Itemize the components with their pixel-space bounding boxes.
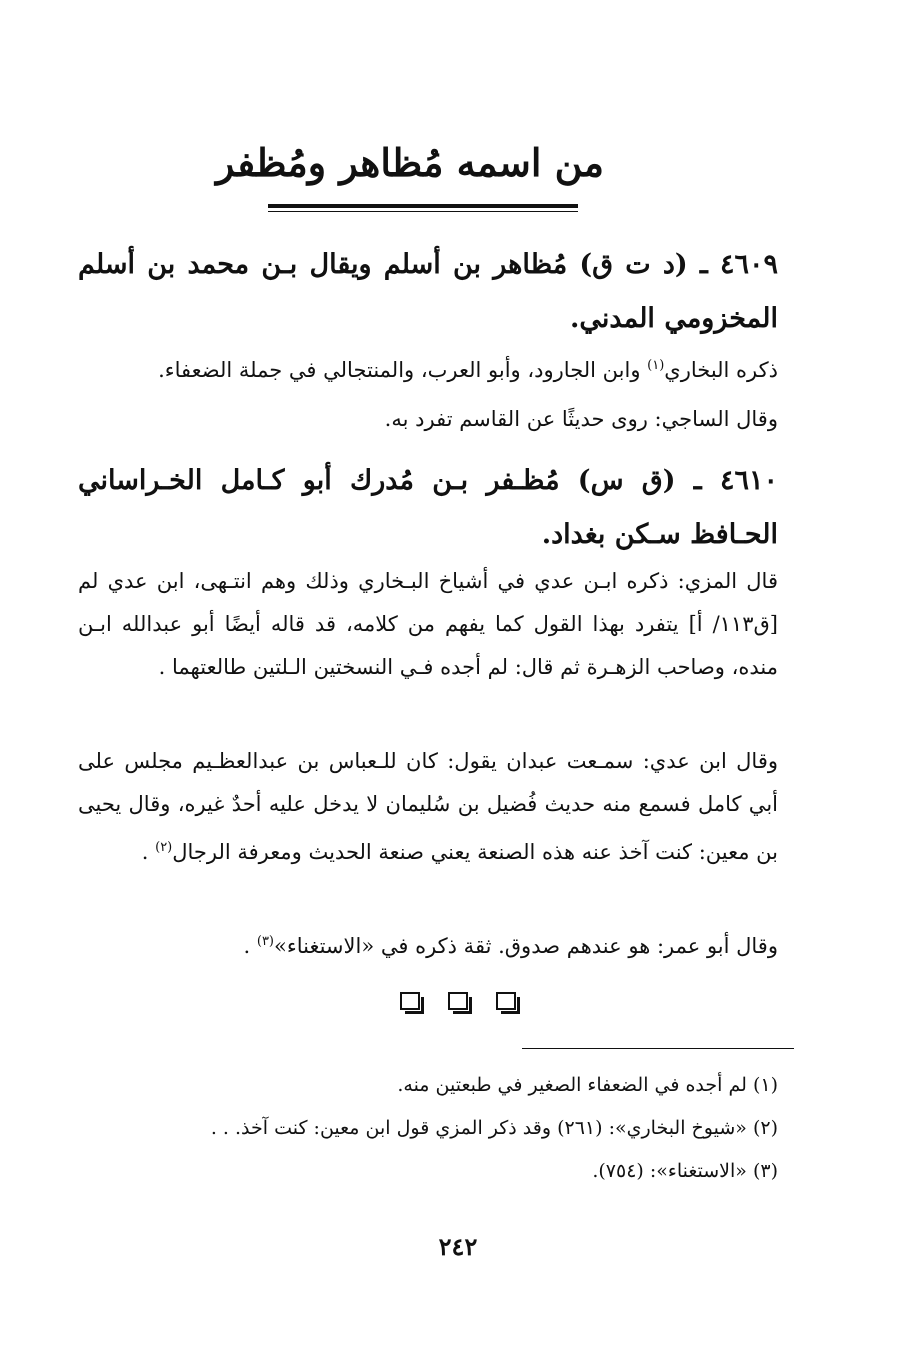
entry-4610-p3-text-b: . — [243, 934, 257, 958]
entry-4609-paragraph-1 — [78, 344, 778, 392]
footnote-ref-3: (٣) — [256, 934, 274, 949]
entry-4610-p2-text-a: وقال ابن عدي: سمـعت عبدان يقول: كان للـعباس بن عبدالعظـيم مجلس على أبي كامل فسمع منه حديث فُضيل بن سُليمان لا يدخل عليه أحدٌ غيره، وقال يحيى بن معين: كنت آخذ عنه هذه الصنعة يعني صنعة الحديث ومعرفة الرجال — [78, 749, 778, 864]
entry-4609-paragraph-2: وقال الساجي: روى حديثًا عن القاسم تفرد به. — [384, 407, 778, 431]
section-title: من اسمه مُظاهر ومُظفر — [216, 140, 604, 185]
entry-heading-4610: ٤٦١٠ ـ (ق س) مُظـفر بـن مُدرك أبو كـامل الخـراساني الحـافظ سـكن بغداد. — [78, 465, 778, 550]
footnote-ref-1: (١) — [647, 358, 665, 373]
entry-4610-p2-text-b: . — [141, 840, 156, 864]
footnote-1: (١) لم أجده في الضعفاء الصغير في طبعتين منه. — [397, 1074, 778, 1096]
entry-4610-p3-text-a: وقال أبو عمر: هو عندهم صدوق. ثقة ذكره في «الاستغناء» — [274, 934, 778, 958]
separator-box-icon — [448, 992, 468, 1010]
separator-box-icon — [400, 992, 420, 1010]
title-underline — [268, 204, 578, 208]
footnote-3: (٣) «الاستغناء»: (٧٥٤). — [592, 1160, 778, 1182]
entry-4610-paragraph-2 — [78, 740, 778, 874]
footnotes — [78, 1064, 778, 1193]
entry-4609-p1-text-b: وابن الجارود، وأبو العرب، والمنتجالي في جملة الضعفاء. — [158, 358, 648, 382]
entry-4610-paragraph-1: قال المزي: ذكره ابـن عدي في أشياخ البـخاري وذلك وهم انتـهى، ابن عدي لم [ق١١٣/ أ] يتفرد بهذا القول كما يفهم من كلامه، قد قاله أيضًا أبو عبدالله ابـن منده، وصاحب الزهـرة ثم قال: لم أجده فـي النسختين الـلتين طالعتهما . — [78, 569, 778, 679]
footnote-ref-2: (٢) — [155, 840, 173, 855]
entry-4610-paragraph-3 — [78, 920, 778, 968]
page-number: ٢٤٢ — [438, 1232, 478, 1261]
entry-4609-p1-text-a: ذكره البخاري — [664, 358, 778, 382]
section-separator — [0, 992, 916, 1014]
title-underline-thin — [268, 211, 578, 212]
entry-heading-4609: ٤٦٠٩ ـ (د ت ق) مُظاهر بن أسلم ويقال بـن محمد بن أسلم المخزومي المدني. — [78, 249, 778, 334]
separator-box-icon — [496, 992, 516, 1010]
footnote-2: (٢) «شيوخ البخاري»: (٢٦١) وقد ذكر المزي قول ابن معين: كنت آخذ. . . — [210, 1117, 778, 1139]
footnote-divider — [522, 1048, 794, 1049]
